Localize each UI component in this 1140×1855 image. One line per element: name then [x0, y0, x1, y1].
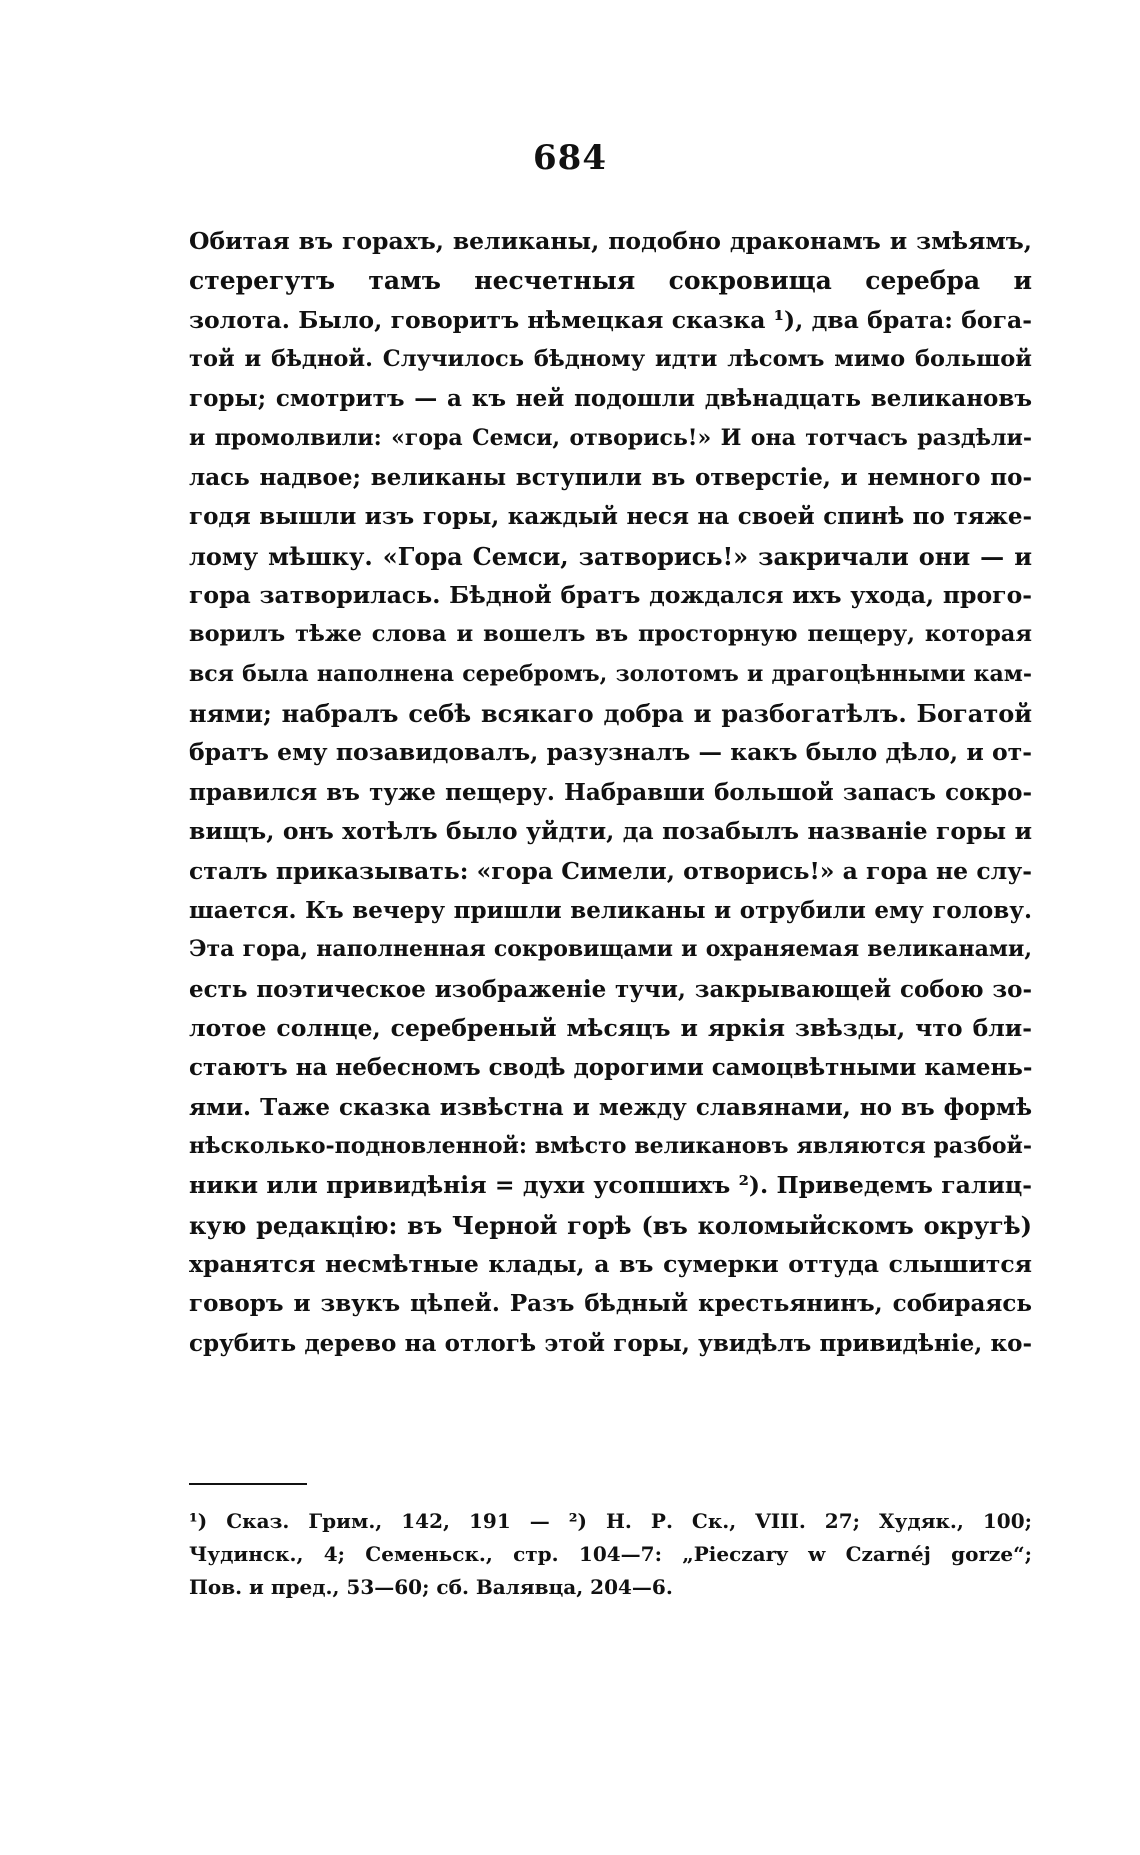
text-line: срубить дерево на отлогѣ этой горы, увидѣлъ привидѣніе, ко- [189, 1329, 1032, 1357]
text-line: сталъ приказывать: «гора Симели, отворись!» а гора не слу- [189, 856, 1032, 885]
text-line: братъ ему позавидовалъ, разузналъ — какъ было дѣло, и от- [189, 738, 1032, 767]
text-line: лотое солнце, серебреный мѣсяцъ и яркія звѣзды, что бли- [189, 1013, 1032, 1042]
text-line: стаютъ на небесномъ сводѣ дорогими самоцвѣтными камень- [189, 1054, 1032, 1082]
text-line: той и бѣдной. Случилось бѣдному идти лѣсомъ мимо большой [189, 346, 1032, 373]
text-line: кую редакцію: въ Черной горѣ (въ коломыйскомъ округѣ) [189, 1210, 1032, 1240]
text-line: Эта гора, наполненная сокровищами и охраняемая великанами, [189, 936, 1032, 963]
text-line: вся была наполнена серебромъ, золотомъ и драгоцѣнными кам- [189, 660, 1032, 687]
footnote-line: ¹) Сказ. Грим., 142, 191 — ²) Н. Р. Ск., VIII. 27; Худяк., 100; [189, 1509, 1032, 1533]
text-line: ворилъ тѣже слова и вошелъ въ просторную пещеру, которая [189, 621, 1032, 648]
text-line: годя вышли изъ горы, каждый неся на своей спинѣ по тяже- [189, 503, 1032, 531]
footnote-rule [189, 1483, 307, 1485]
text-line: и промолвили: «гора Семси, отворись!» И она тотчасъ раздѣли- [189, 424, 1032, 451]
text-line: Обитая въ горахъ, великаны, подобно драконамъ и змѣямъ, [189, 227, 1032, 255]
text-line: лась надвое; великаны вступили въ отверстіе, и немного по- [189, 464, 1032, 492]
text-line: ями. Таже сказка извѣстна и между славянами, но въ формѣ [189, 1093, 1032, 1121]
text-line: нями; набралъ себѣ всякаго добра и разбогатѣлъ. Богатой [189, 699, 1032, 729]
text-line: вищъ, онъ хотѣлъ было уйдти, да позабылъ названіе горы и [189, 817, 1032, 846]
text-line: стерегутъ тамъ несчетныя сокровища серебра и [189, 266, 1032, 296]
text-line: ники или привидѣнія = духи усопшихъ ²). Приведемъ галиц- [189, 1171, 1032, 1200]
text-line: правился въ туже пещеру. Набравши большой запасъ сокро- [189, 778, 1032, 806]
footnote-line: Пов. и пред., 53—60; сб. Валявца, 204—6. [189, 1575, 673, 1599]
body-text [189, 222, 1032, 1363]
footnotes [189, 1505, 1032, 1604]
text-line: шается. Къ вечеру пришли великаны и отрубили ему голову. [189, 896, 1032, 924]
text-line: нѣсколько-подновленной: вмѣсто великановъ являются разбой- [189, 1132, 1032, 1159]
text-line: золота. Было, говоритъ нѣмецкая сказка ¹), два брата: бога- [189, 305, 1032, 334]
page-number: 684 [533, 138, 607, 178]
text-line: горы; смотритъ — а къ ней подошли двѣнадцать великановъ [189, 385, 1032, 413]
text-line: есть поэтическое изображеніе тучи, закрывающей собою зо- [189, 975, 1032, 1003]
text-line: лому мѣшку. «Гора Семси, затворись!» закричали они — и [189, 541, 1032, 571]
text-line: говоръ и звукъ цѣпей. Разъ бѣдный крестьянинъ, собираясь [189, 1290, 1032, 1318]
text-line: хранятся несмѣтные клады, а въ сумерки оттуда слышится [189, 1249, 1032, 1278]
footnote-line: Чудинск., 4; Семеньск., стр. 104—7: „Pieczary w Czarnéj gorze“; [189, 1542, 1032, 1566]
text-line: гора затворилась. Бѣдной братъ дождался ихъ ухода, прого- [189, 581, 1032, 610]
